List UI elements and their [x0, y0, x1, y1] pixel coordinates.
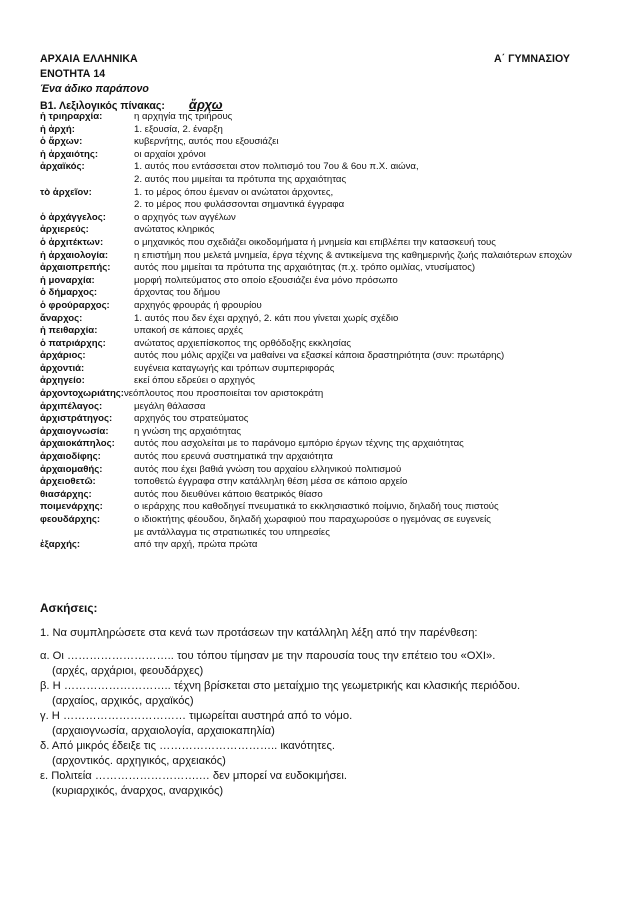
exercise-options: (αρχές, αρχάριοι, φεουδάρχες) [52, 665, 204, 677]
exercises-section [40, 601, 600, 799]
exercise-sentence: β. Η ……………………….. τέχνη βρίσκεται στο μεταίχμιο της γεωμετρικής και κλασικής περιόδου. [40, 680, 521, 692]
vocab-term: τὸ ἀρχεῖον: [40, 186, 92, 198]
vocab-entry [40, 489, 600, 502]
grade-label: Α΄ ΓΥΜΝΑΣΙΟΥ [494, 53, 570, 65]
vocab-entry [40, 124, 600, 137]
vocab-definition [134, 313, 600, 326]
vocab-definition [134, 275, 600, 288]
vocab-definition [134, 161, 600, 186]
vocab-entry [40, 438, 600, 451]
vocab-term: θιασάρχης: [40, 488, 92, 500]
vocab-entry [40, 111, 600, 124]
vocab-definition [134, 451, 600, 464]
unit-label: ΕΝΟΤΗΤΑ 14 [40, 68, 106, 80]
vocab-definition [134, 250, 600, 263]
vocab-definition [134, 413, 600, 426]
definition-line: 1. το μέρος όπου έμεναν οι ανώτατοι άρχοντες, [134, 186, 334, 198]
vocab-definition [134, 539, 600, 552]
vocab-term: ἡ ἀρχαιότης: [40, 148, 99, 160]
vocab-entry [40, 539, 600, 552]
vocab-definition [134, 363, 600, 376]
vocab-term: ὁ φρούραρχος: [40, 299, 110, 311]
vocab-term: ὁ ἀρχιτέκτων: [40, 236, 104, 248]
vocab-definition [134, 350, 600, 363]
unit-title: Ένα άδικο παράπονο [40, 83, 149, 95]
definition-line: αρχηγός του στρατεύματος [134, 413, 249, 425]
vocab-entry [40, 212, 600, 225]
vocab-term: ἐξαρχής: [40, 539, 81, 551]
vocab-term: ποιμενάρχης: [40, 501, 103, 513]
vocab-definition [134, 338, 600, 351]
vocab-term: ἀρχαιομαθής: [40, 463, 103, 475]
vocab-term: ὁ ἄρχων: [40, 136, 83, 148]
definition-line: ανώτατος κληρικός [134, 224, 215, 236]
vocab-definition [124, 388, 600, 401]
definition-line: αυτός που ασχολείται με το παράνομο εμπόριο έργων τέχνης της αρχαιότητας [134, 438, 464, 450]
definition-line: αυτός που μόλις αρχίζει να μαθαίνει να εξασκεί κάποια δραστηριότητα (συν: πρωτάρης) [134, 350, 505, 362]
definition-line: 2. αυτός που μιμείται τα πρότυπα της αρχαιότητας [134, 173, 347, 185]
vocab-definition [134, 287, 600, 300]
vocab-entry [40, 287, 600, 300]
exercise-sentence: ε. Πολιτεία ……………………….… δεν μπορεί να ευδοκιμήσει. [40, 770, 347, 782]
vocab-term: ἡ πειθαρχία: [40, 325, 98, 337]
vocab-definition [134, 325, 600, 338]
vocab-entry [40, 401, 600, 414]
definition-line: άρχοντας του δήμου [134, 287, 221, 299]
exercise-item [40, 679, 600, 709]
vocab-term: ἀρχαιοπρεπής: [40, 262, 111, 274]
definition-line: η γνώση της αρχαιότητας [134, 425, 242, 437]
vocab-definition [134, 501, 600, 514]
vocab-entry [40, 350, 600, 363]
definition-line: αυτός που διευθύνει κάποιο θεατρικός θίασο [134, 488, 323, 500]
document-header [40, 52, 570, 114]
definition-line: εκεί όπου εδρεύει ο αρχηγός [134, 375, 255, 387]
vocab-entry [40, 363, 600, 376]
vocabulary-table [40, 111, 600, 552]
vocab-definition [134, 300, 600, 313]
vocab-term: ὁ δήμαρχος: [40, 287, 98, 299]
vocab-entry [40, 250, 600, 263]
definition-line: οι αρχαίοι χρόνοι [134, 148, 206, 160]
definition-line: ευγένεια καταγωγής και τρόπων συμπεριφοράς [134, 362, 335, 374]
exercise-sentence: δ. Από μικρός έδειξε τις ………………………….. ικανότητες. [40, 740, 335, 752]
definition-line: 1. αυτός που εντάσσεται στον πολιτισμό του 7ου & 6ου π.Χ. αιώνα, [134, 161, 419, 173]
subject-title: ΑΡΧΑΙΑ ΕΛΛΗΝΙΚΑ [40, 53, 138, 65]
definition-line: ο αρχηγός των αγγέλων [134, 211, 236, 223]
vocab-entry [40, 514, 600, 539]
vocab-term: ἀρχάριος: [40, 350, 86, 362]
vocab-term: ἀρχιπέλαγος: [40, 400, 103, 412]
definition-line: μορφή πολιτεύματος στο οποίο εξουσιάζει ένα μόνο πρόσωπο [134, 274, 398, 286]
exercise-item [40, 739, 600, 769]
vocab-definition [134, 136, 600, 149]
vocab-entry [40, 237, 600, 250]
definition-line: τοποθετώ έγγραφα στην κατάλληλη θέση μέσα σε κάποιο αρχείο [134, 476, 408, 488]
vocab-entry [40, 136, 600, 149]
vocab-definition [134, 224, 600, 237]
vocab-entry [40, 464, 600, 477]
vocab-definition [134, 438, 600, 451]
exercise-options: (κυριαρχικός, άναρχος, αναρχικός) [52, 785, 224, 797]
exercise-options: (αρχαίος, αρχικός, αρχαϊκός) [52, 695, 194, 707]
vocab-term: ἀρχειοθετῶ: [40, 476, 96, 488]
definition-line: νεόπλουτος που προσποιείται τον αριστοκράτη [123, 388, 324, 400]
exercise-options: (αρχοντικός. αρχηγικός, αρχειακός) [52, 755, 226, 767]
vocab-definition [134, 401, 600, 414]
vocab-entry [40, 313, 600, 326]
vocab-entry [40, 501, 600, 514]
exercise-item [40, 769, 600, 799]
definition-line: η αρχηγία της τριήρους [134, 111, 233, 122]
vocab-entry [40, 451, 600, 464]
vocab-term: ἡ ἀρχαιολογία: [40, 249, 109, 261]
vocab-definition [134, 237, 600, 250]
definition-line: αυτός που ερευνά συστηματικά την αρχαιότητα [134, 451, 333, 463]
exercise-item [40, 649, 600, 679]
table-label: Β1. Λεξιλογικός πίνακας: [40, 100, 165, 112]
vocab-entry [40, 262, 600, 275]
vocab-definition [134, 489, 600, 502]
definition-line: ο ιεράρχης που καθοδηγεί πνευματικά το εκκλησιαστικό ποίμνιο, δηλαδή τους πιστούς [134, 501, 499, 513]
definition-line: από την αρχή, πρώτα πρώτα [134, 539, 258, 551]
definition-line: ανώτατος αρχιεπίσκοπος της ορθόδοξης εκκλησίας [134, 337, 351, 349]
vocab-entry [40, 224, 600, 237]
vocab-definition [134, 187, 600, 212]
vocab-term: ἀρχοντοχωριάτης: [40, 388, 124, 400]
vocab-entry [40, 325, 600, 338]
vocab-definition [134, 426, 600, 439]
vocab-definition [134, 375, 600, 388]
definition-line: ο μηχανικός που σχεδιάζει οικοδομήματα ή μνημεία και επιβλέπει την κατασκευή τους [134, 236, 496, 248]
exercise-instruction: 1. Να συμπληρώσετε στα κενά των προτάσεων την κατάλληλη λέξη από την παρένθεση: [40, 627, 478, 639]
vocab-definition [134, 262, 600, 275]
definition-line: 1. εξουσία, 2. έναρξη [134, 123, 223, 135]
definition-line: κυβερνήτης, αυτός που εξουσιάζει [134, 136, 279, 148]
exercise-item [40, 709, 600, 739]
vocab-entry [40, 149, 600, 162]
vocab-term: ἀρχιερεύς: [40, 224, 89, 236]
vocab-term: ἡ μοναρχία: [40, 274, 95, 286]
definition-line: υπακοή σε κάποιες αρχές [134, 325, 243, 337]
vocab-term: ἀρχαϊκός: [40, 161, 85, 173]
definition-line: αυτός που έχει βαθιά γνώση του αρχαίου ελληνικού πολιτισμού [134, 463, 402, 475]
vocab-term: ἀρχαιογνωσία: [40, 425, 109, 437]
vocab-term: ἀρχοντιά: [40, 362, 85, 374]
vocab-term: ἀρχηγείο: [40, 375, 85, 387]
vocab-term: φεουδάρχης: [40, 514, 101, 525]
vocab-term: ἀρχαιοκάπηλος: [40, 438, 115, 450]
lemma-word: ἄρχω [188, 97, 223, 112]
definition-line: αρχηγός φρουράς ή φρουρίου [134, 299, 262, 311]
vocab-definition [134, 111, 600, 124]
vocab-term: ἡ ἀρχή: [40, 123, 75, 135]
vocab-entry [40, 426, 600, 439]
vocab-definition [134, 514, 600, 539]
vocab-term: ἄναρχος: [40, 312, 83, 324]
vocab-definition [134, 124, 600, 137]
vocab-definition [134, 149, 600, 162]
vocab-term: ἀρχιστράτηγος: [40, 413, 113, 425]
exercise-items [40, 649, 600, 799]
definition-line: η επιστήμη που μελετά μνημεία, έργα τέχνης & αντικείμενα της καθημερινής ζωής παλαιότερων εποχών [134, 249, 572, 261]
vocab-term: ὁ πατριάρχης: [40, 337, 106, 349]
vocab-entry [40, 388, 600, 401]
vocab-term: ἀρχαιοδίφης: [40, 451, 101, 463]
exercises-title: Ασκήσεις: [40, 601, 98, 615]
vocab-term: ὁ ἀρχάγγελος: [40, 211, 106, 223]
exercise-sentence: α. Οι ……………………….. του τόπου τίμησαν με την παρουσία τους την επέτειο του «ΟΧΙ». [40, 650, 496, 662]
exercise-options: (αρχαιογνωσία, αρχαιολογία, αρχαιοκαπηλία) [52, 725, 275, 737]
vocab-term: ἡ τριηραρχία: [40, 111, 103, 122]
definition-line: 2. το μέρος που φυλάσσονται σημαντικά έγγραφα [134, 199, 345, 211]
vocab-definition [134, 464, 600, 477]
definition-line: μεγάλη θάλασσα [134, 400, 206, 412]
vocab-entry [40, 275, 600, 288]
definition-line: 1. αυτός που δεν έχει αρχηγό, 2. κάτι που γίνεται χωρίς σχέδιο [134, 312, 399, 324]
definition-line: αυτός που μιμείται τα πρότυπα της αρχαιότητας (π.χ. τρόπο ομιλίας, ντυσίματος) [134, 262, 476, 274]
vocab-entry [40, 300, 600, 313]
vocab-definition [134, 212, 600, 225]
vocab-definition [134, 476, 600, 489]
vocab-entry [40, 413, 600, 426]
vocab-entry [40, 476, 600, 489]
definition-line: με αντάλλαγμα τις στρατιωτικές του υπηρεσίες [134, 526, 330, 538]
exercise-sentence: γ. Η …………………………… τιμωρείται αυστηρά από το νόμο. [40, 710, 353, 722]
vocab-entry [40, 338, 600, 351]
definition-line: ο ιδιοκτήτης φέουδου, δηλαδή χωραφιού που παραχωρούσε ο ηγεμόνας σε ευγενείς [134, 514, 491, 525]
vocab-entry [40, 161, 600, 186]
vocab-entry [40, 375, 600, 388]
vocab-entry [40, 187, 600, 212]
